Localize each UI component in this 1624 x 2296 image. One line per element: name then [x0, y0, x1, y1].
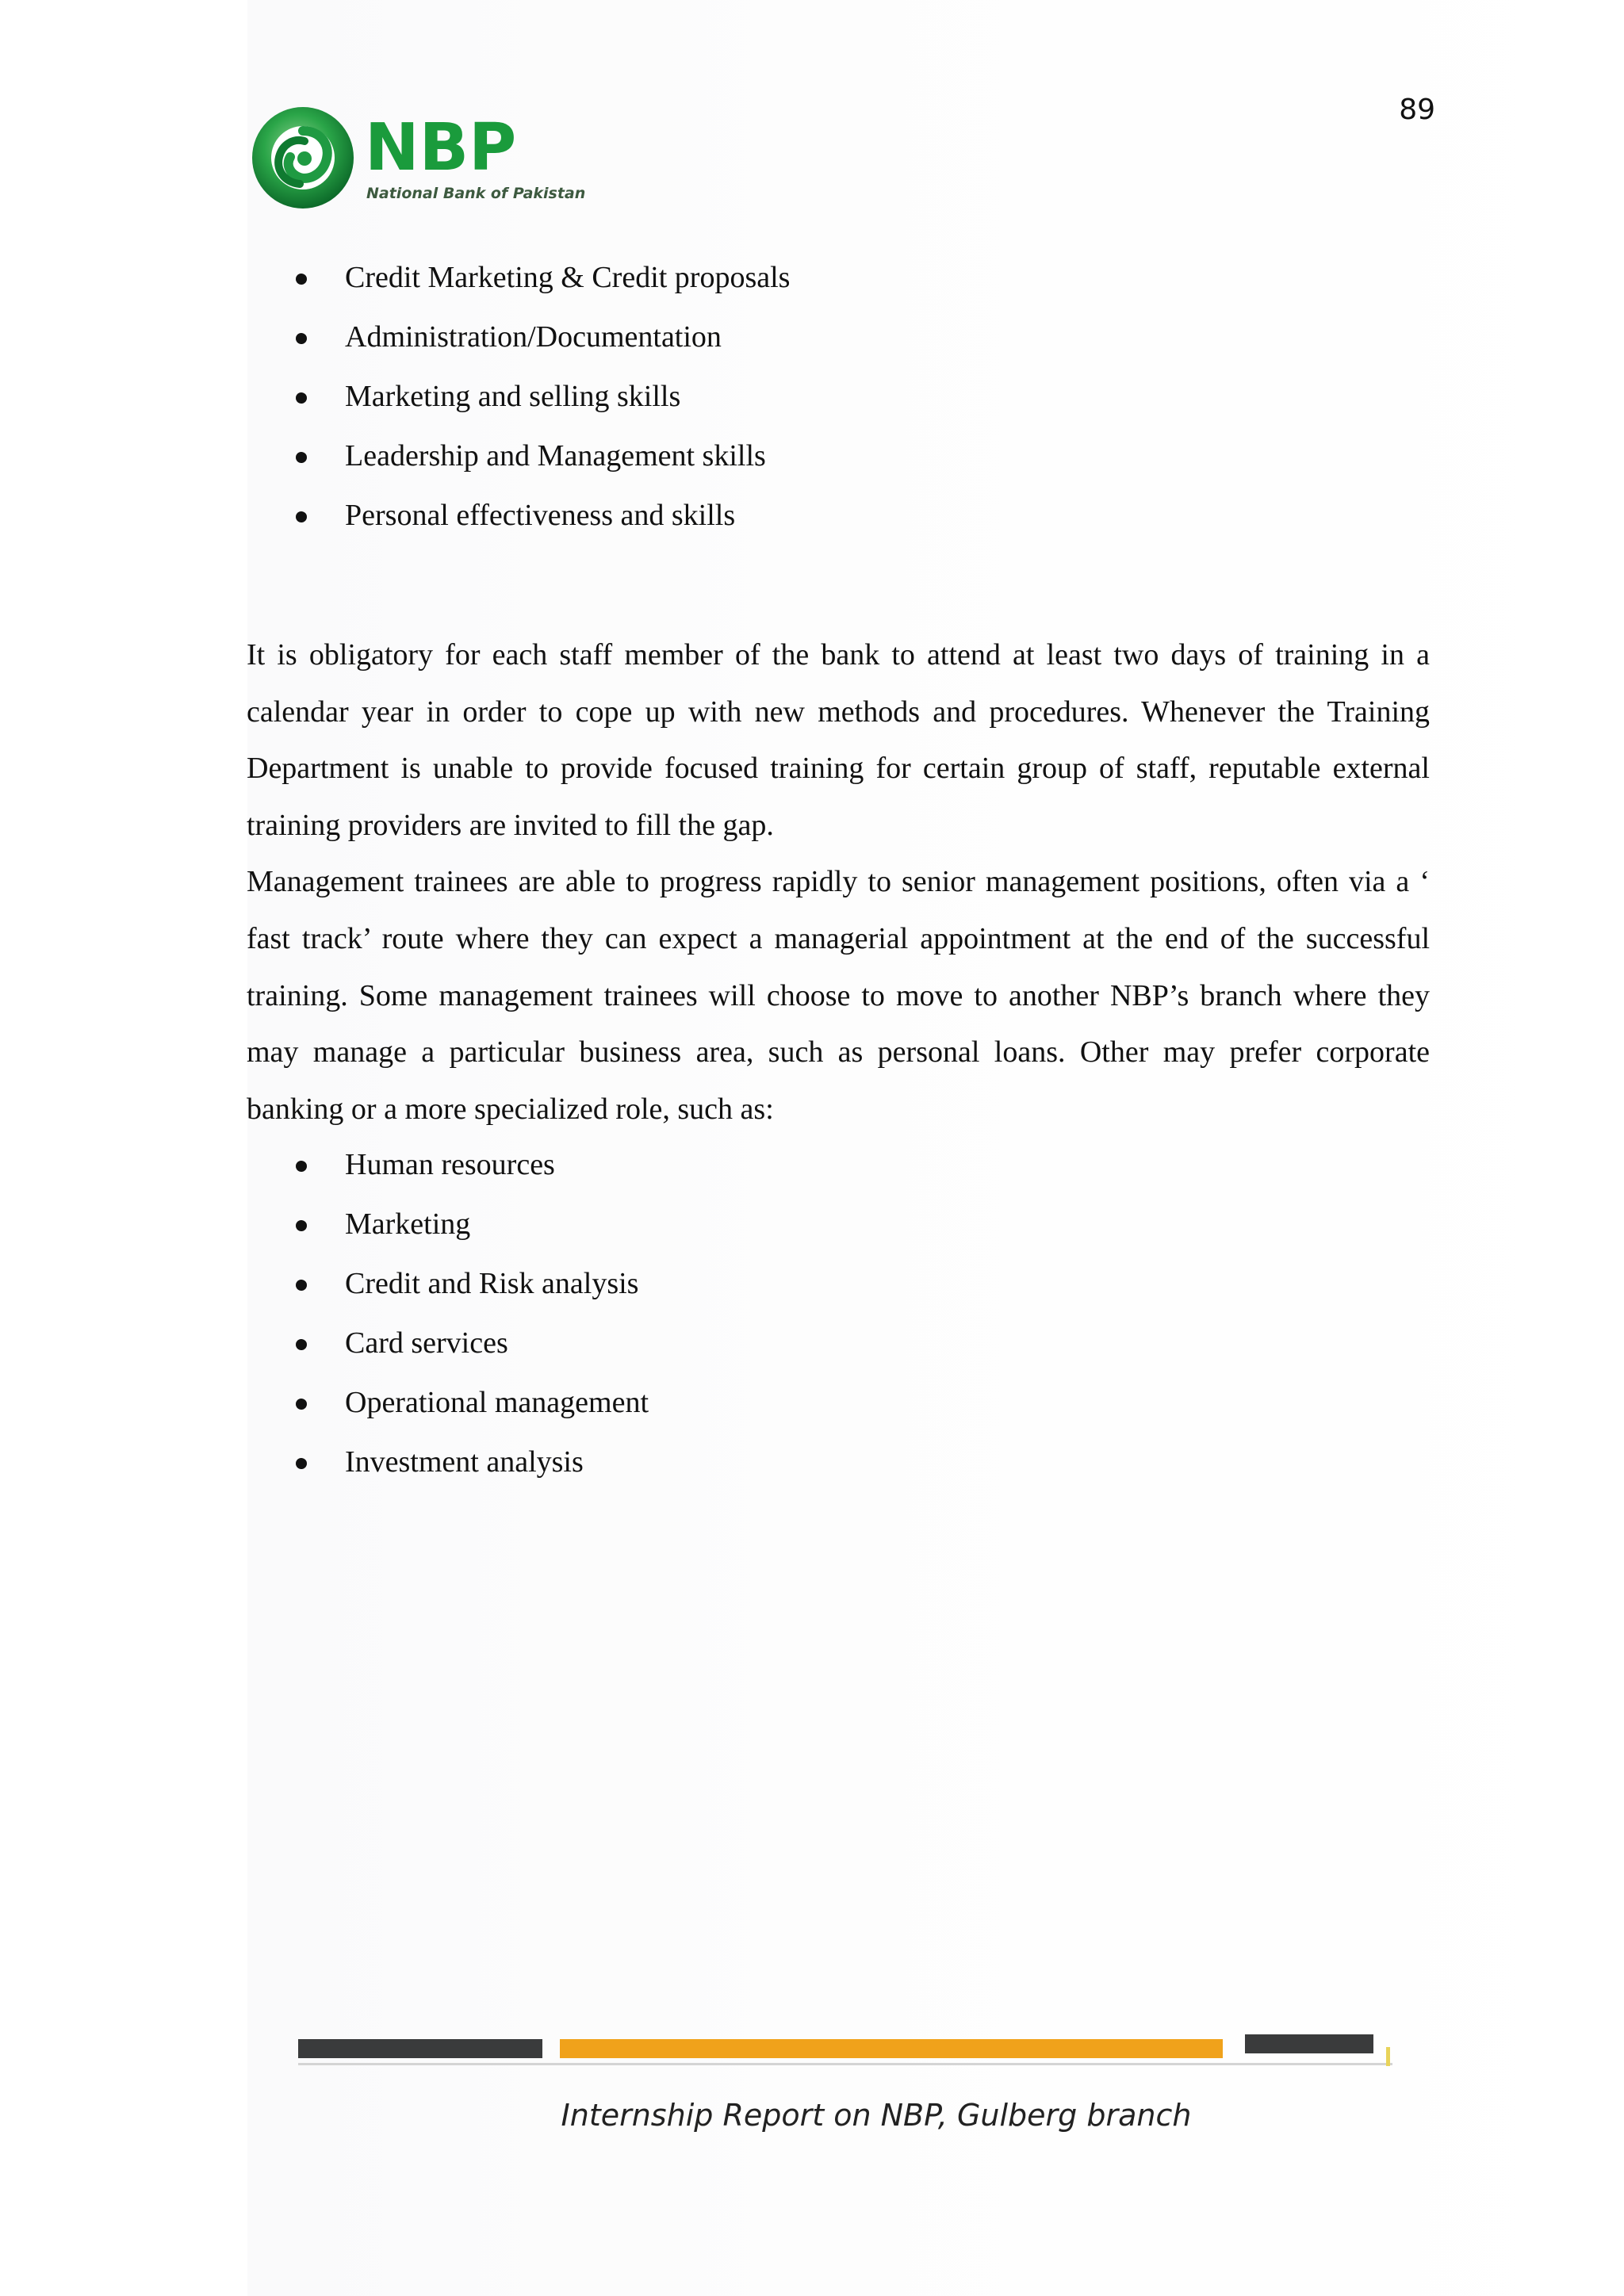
footer-tick: [1386, 2047, 1390, 2066]
bullet-icon: [296, 1399, 307, 1410]
list-item: Investment analysis: [293, 1433, 649, 1492]
list-item: Card services: [293, 1314, 649, 1373]
page-number: 89: [1399, 94, 1435, 126]
training-areas-list: [293, 248, 790, 545]
bullet-icon: [296, 1458, 307, 1469]
bullet-icon: [296, 1220, 307, 1231]
list-item: Leadership and Management skills: [293, 427, 790, 486]
specialized-roles-list: [293, 1135, 649, 1492]
bullet-icon: [296, 452, 307, 463]
list-item: Credit Marketing & Credit proposals: [293, 248, 790, 308]
footer-decoration: [298, 2039, 1392, 2080]
body-text: [247, 627, 1430, 1138]
footer-bar-orange: [560, 2039, 1223, 2058]
logo-tagline: National Bank of Pakistan: [366, 185, 586, 202]
bullet-icon: [296, 1280, 307, 1291]
list-item: Operational management: [293, 1373, 649, 1433]
footer-bar-dark-left: [298, 2039, 542, 2058]
list-item: Marketing: [293, 1195, 649, 1254]
footer-caption: Internship Report on NBP, Gulberg branch: [561, 2098, 1192, 2133]
list-item: Marketing and selling skills: [293, 367, 790, 427]
footer-rule: [298, 2063, 1392, 2065]
bullet-icon: [296, 392, 307, 404]
list-item: Human resources: [293, 1135, 649, 1195]
paragraph-management-trainees: Management trainees are able to progress rapidly to senior management positions, often via a ‘ fast track’ route where they can expect a managerial appointment at the end of the successful training. Some management trainees will choose to move to another NBP’s branch where they may manage a particular business area, such as personal loans. Other may prefer corporate banking or a more specialized role, such as:: [247, 865, 1430, 1126]
bullet-icon: [296, 1339, 307, 1350]
footer-bar-dark-right: [1245, 2034, 1373, 2053]
logo-wordmark: NBP: [365, 110, 517, 186]
bullet-icon: [296, 511, 307, 522]
nbp-emblem-icon: [247, 98, 612, 217]
list-item: Credit and Risk analysis: [293, 1254, 649, 1314]
list-item: Personal effectiveness and skills: [293, 486, 790, 545]
nbp-logo: [247, 98, 612, 217]
paragraph-training-obligation: It is obligatory for each staff member of the bank to attend at least two days of training in a calendar year in order to cope up with new methods and procedures. Whenever the Training Department is unable to provide focused training for certain group of staff, reputable external training providers are invited to fill the gap.: [247, 638, 1430, 842]
bullet-icon: [296, 1161, 307, 1172]
list-item: Administration/Documentation: [293, 308, 790, 367]
bullet-icon: [296, 333, 307, 344]
bullet-icon: [296, 274, 307, 285]
